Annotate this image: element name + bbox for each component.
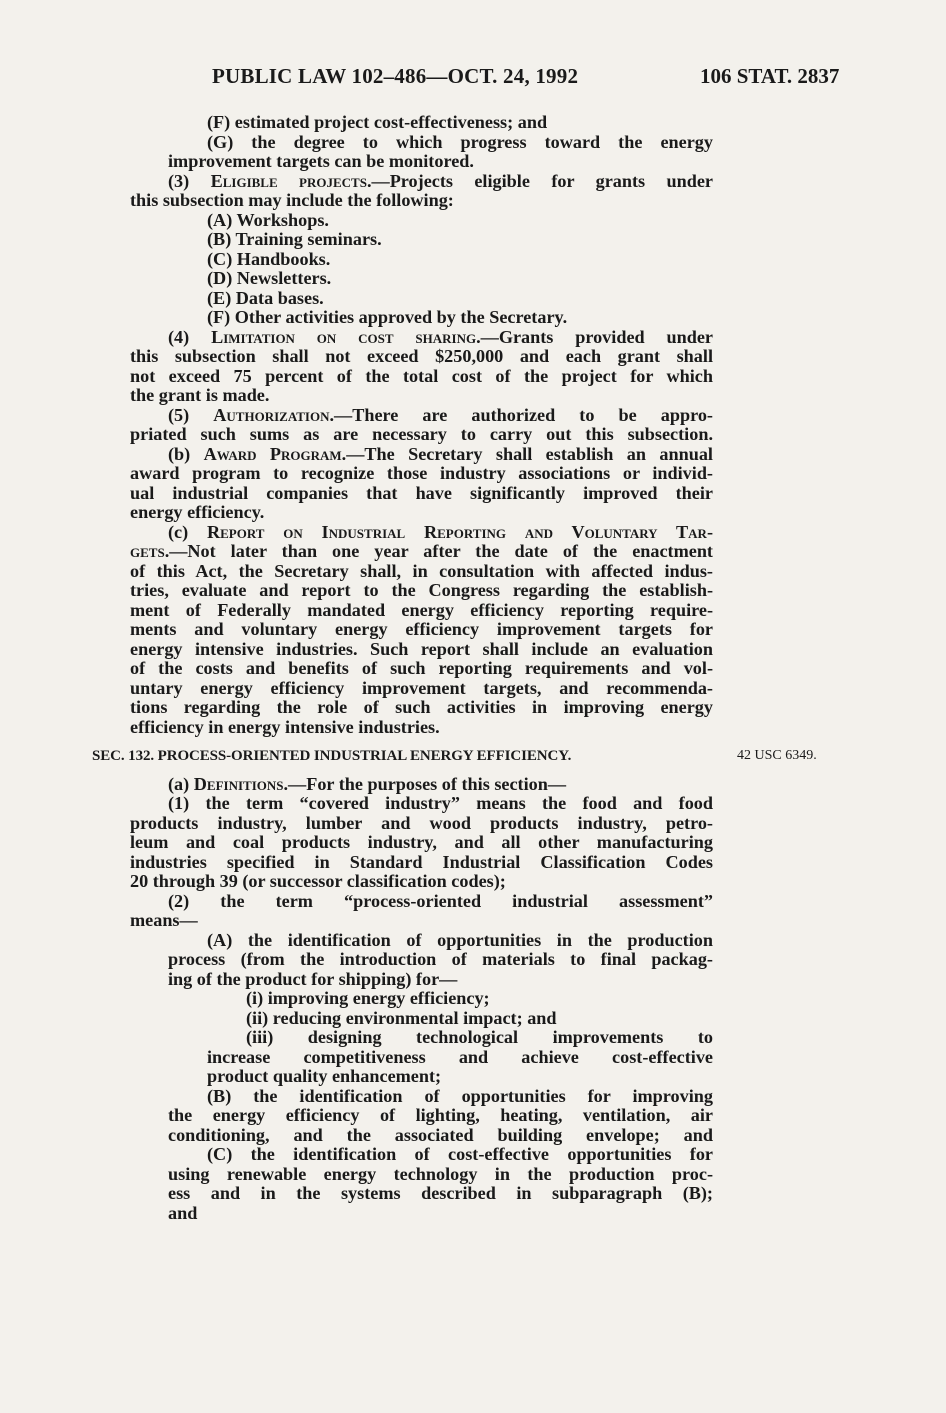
page-number: 106 STAT. 2837: [700, 64, 840, 88]
text-run: (a): [168, 773, 194, 794]
paragraph-heading: Definitions: [193, 773, 284, 794]
text-line: the energy efficiency of lighting, heating, ventilation, air: [168, 1105, 713, 1125]
text-run: .—There are authorized to be appro-: [329, 404, 713, 425]
text-line: (E) Data bases.: [207, 287, 324, 308]
text-line: products industry, lumber and wood products industry, petro-: [130, 812, 713, 833]
text-line: tries, evaluate and report to the Congress regarding the establish-: [130, 580, 713, 600]
text-line: untary energy efficiency improvement targets, and recommenda-: [130, 677, 713, 698]
text-line: ess and in the systems described in subparagraph (B);: [168, 1183, 713, 1203]
text-line: leum and coal products industry, and all other manufacturing: [130, 832, 713, 852]
text-line: industries specified in Standard Industrial Classification Codes: [130, 851, 713, 872]
text-run: .—For the purposes of this section—: [283, 773, 567, 794]
text-line: (A) the identification of opportunities in the production: [207, 929, 713, 950]
paragraph-heading: Authorization: [213, 404, 330, 425]
text-line: (ii) reducing environmental impact; and: [246, 1007, 557, 1028]
running-head: PUBLIC LAW 102–486—OCT. 24, 1992: [212, 64, 579, 88]
section-heading: SEC. 132. PROCESS-ORIENTED INDUSTRIAL ENERGY EFFICIENCY.: [92, 748, 572, 764]
text-line: of this Act, the Secretary shall, in consultation with affected indus-: [130, 560, 713, 581]
text-line: [168, 774, 566, 794]
text-line: ual industrial companies that have significantly improved their: [130, 482, 713, 503]
text-line: energy intensive industries. Such report shall include an evaluation: [130, 638, 713, 659]
text-line: increase competitiveness and achieve cost-effective: [207, 1046, 713, 1067]
page-header: [0, 64, 946, 94]
text-line: energy efficiency.: [130, 502, 265, 522]
paragraph-heading: Limitation on cost sharing: [211, 326, 477, 347]
text-line: (F) estimated project cost-effectiveness; and: [207, 112, 548, 132]
text-line: process (from the introduction of materials to final packag-: [168, 949, 713, 969]
text-line: improvement targets can be monitored.: [168, 151, 474, 171]
text-line: (C) Handbooks.: [207, 248, 331, 269]
text-run: (b): [168, 443, 204, 464]
text-run: .—Projects eligible for grants under: [366, 170, 713, 191]
text-line: [168, 405, 713, 425]
text-line: [168, 522, 713, 542]
text-line: [168, 444, 713, 464]
text-run: .—Grants provided under: [476, 326, 713, 347]
text-line: this subsection shall not exceed $250,000 and each grant shall: [130, 346, 713, 366]
text-line: [130, 541, 713, 561]
text-run: .—Not later than one year after the date of the enactment: [164, 541, 713, 561]
text-run: (5): [168, 404, 214, 425]
text-line: priated such sums as are necessary to carry out this subsection.: [130, 424, 713, 444]
text-line: (1) the term “covered industry” means the food and food: [168, 793, 713, 813]
text-line: efficiency in energy intensive industries.: [130, 716, 440, 737]
paragraph-heading: Report on Industrial Reporting and Voluntary Tar-: [207, 521, 714, 542]
text-line: [168, 171, 713, 191]
text-line: tions regarding the role of such activities in improving energy: [130, 697, 713, 717]
text-run: (c): [168, 521, 207, 542]
text-line: this subsection may include the following:: [130, 190, 454, 210]
margin-citation: 42 USC 6349.: [737, 748, 817, 763]
text-line: using renewable energy technology in the production proc-: [168, 1163, 713, 1184]
text-line: ing of the product for shipping) for—: [168, 968, 458, 989]
text-line: (iii) designing technological improvements to: [246, 1027, 713, 1047]
text-line: product quality enhancement;: [207, 1066, 442, 1086]
text-line: (B) the identification of opportunities for improving: [207, 1085, 713, 1106]
text-line: (C) the identification of cost-effective opportunities for: [207, 1144, 713, 1164]
text-line: and: [168, 1202, 198, 1223]
text-line: (B) Training seminars.: [207, 229, 382, 249]
paragraph-heading: Eligible projects: [210, 170, 367, 191]
text-run: .—The Secretary shall establish an annual: [341, 443, 713, 464]
text-line: (A) Workshops.: [207, 209, 329, 230]
text-run: (3): [168, 170, 211, 191]
text-line: not exceed 75 percent of the total cost of the project for which: [130, 365, 713, 386]
text-line: of the costs and benefits of such reporting requirements and vol-: [130, 658, 713, 678]
text-line: means—: [130, 910, 198, 930]
text-line: the grant is made.: [130, 385, 270, 405]
text-line: award program to recognize those industry associations or individ-: [130, 463, 713, 483]
text-line: ment of Federally mandated energy efficiency reporting require-: [130, 599, 713, 620]
text-line: ments and voluntary energy efficiency improvement targets for: [130, 619, 713, 639]
text-line: (i) improving energy efficiency;: [246, 988, 490, 1008]
text-line: conditioning, and the associated building envelope; and: [168, 1124, 713, 1145]
text-line: (D) Newsletters.: [207, 268, 332, 288]
paragraph-heading: gets: [130, 541, 165, 561]
paragraph-heading: Award Program: [203, 443, 342, 464]
text-line: (F) Other activities approved by the Secretary.: [207, 307, 568, 327]
text-line: 20 through 39 (or successor classification codes);: [130, 871, 506, 891]
text-line: (G) the degree to which progress toward the energy: [207, 131, 713, 152]
text-run: (4): [168, 326, 212, 347]
text-line: [168, 327, 713, 347]
text-line: (2) the term “process-oriented industrial assessment”: [168, 890, 713, 911]
